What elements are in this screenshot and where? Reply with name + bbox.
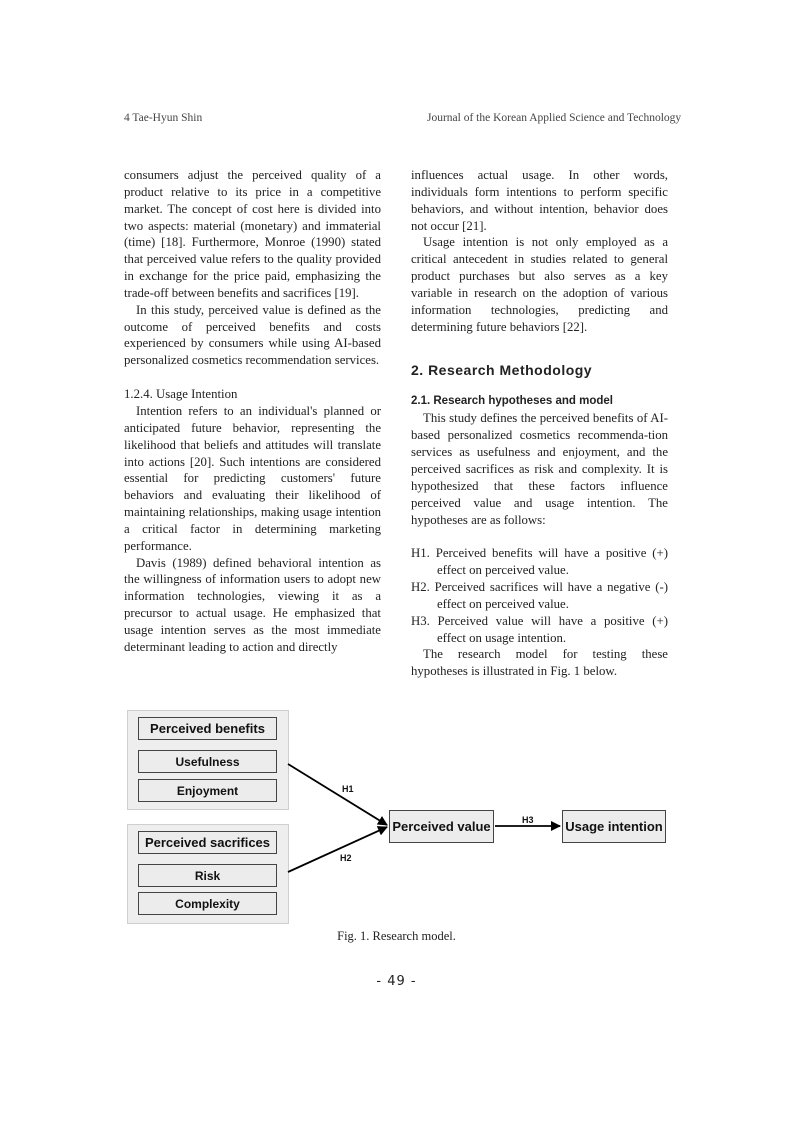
h2-label: H2: [340, 853, 352, 863]
usage-intention-box: Usage intention: [562, 810, 666, 843]
paragraph: In this study, perceived value is defined as the outcome of perceived benefits and costs experienced by consumers while using AI-based personalized cosmetics recommendation services.: [124, 302, 381, 368]
paragraph: This study defines the perceived benefits of AI-based personalized cosmetics recommenda-tion services as usefulness and enjoyment, and the perceived sacrifices as risk and complexity. It is hypothesized that these factors influence perceived value and usage intention. The hypotheses are as follows:: [411, 411, 668, 527]
diagram-arrows: [126, 708, 671, 923]
enjoyment-box: Enjoyment: [138, 779, 277, 802]
perceived-sacrifices-box: Perceived sacrifices: [138, 831, 277, 854]
page-number: - 49 -: [376, 974, 417, 989]
paragraph: consumers adjust the perceived quality of a product relative to its price in a competitive market. The concept of cost here is divided into two aspects: material (monetary) and immaterial (time) [18]. Furthermore, Monroe (1990) stated that perceived value refers to the quality provided in exchange for the price paid, emphasizing the trade-off between benefits and sacrifices [19].: [124, 168, 381, 300]
paragraph: Intention refers to an individual's planned or anticipated future behavior, representing the likelihood that beliefs and attitudes will translate into actions [20]. Such intentions are considered essential for predicting customers' future behaviors and evaluating their likelihood of maintaining relationships, making usage intention a critical factor in determining marketing performance.: [124, 403, 381, 553]
usefulness-box: Usefulness: [138, 750, 277, 773]
paragraph: Davis (1989) defined behavioral intention as the willingness of information users to adopt new information technologies, viewing it as a precursor to actual usage. He emphasized that usage intention serves as the most immediate determinant leading to action and directly: [124, 555, 381, 654]
running-header-author: 4 Tae-Hyun Shin: [124, 112, 203, 124]
hypothesis-h2: H2. Perceived sacrifices will have a negative (-) effect on perceived value.: [411, 580, 668, 611]
perceived-value-box: Perceived value: [389, 810, 494, 843]
h3-label: H3: [522, 815, 534, 825]
right-column: [411, 167, 668, 680]
paragraph: influences actual usage. In other words, individuals form intentions to perform specific behaviors, and without intention, behavior does not occur [21].: [411, 168, 668, 233]
hypothesis-h3: H3. Perceived value will have a positive (+) effect on usage intention.: [411, 613, 668, 645]
hypothesis-h1: H1. Perceived benefits will have a positive (+) effect on perceived value.: [411, 546, 668, 578]
paragraph: Usage intention is not only employed as a critical antecedent in studies related to general product purchases but also serves as a key variable in research on the adoption of various information technologies, predicting and determining future behaviors [22].: [411, 235, 668, 334]
research-model-figure: [126, 708, 671, 923]
section-heading: 2. Research Methodology: [411, 362, 593, 379]
perceived-benefits-box: Perceived benefits: [138, 717, 277, 740]
complexity-box: Complexity: [138, 892, 277, 915]
arrow-h1: [288, 764, 387, 825]
figure-caption: Fig. 1. Research model.: [337, 929, 456, 943]
risk-box: Risk: [138, 864, 277, 887]
left-column: [124, 167, 381, 656]
h1-label: H1: [342, 784, 354, 794]
arrow-h2: [288, 827, 387, 872]
subsection-heading: 2.1. Research hypotheses and model: [411, 395, 613, 408]
running-header-journal: Journal of the Korean Applied Science and Technology: [427, 112, 682, 124]
subsection-heading: 1.2.4. Usage Intention: [124, 387, 238, 402]
paragraph: The research model for testing these hypotheses is illustrated in Fig. 1 below.: [411, 647, 668, 679]
